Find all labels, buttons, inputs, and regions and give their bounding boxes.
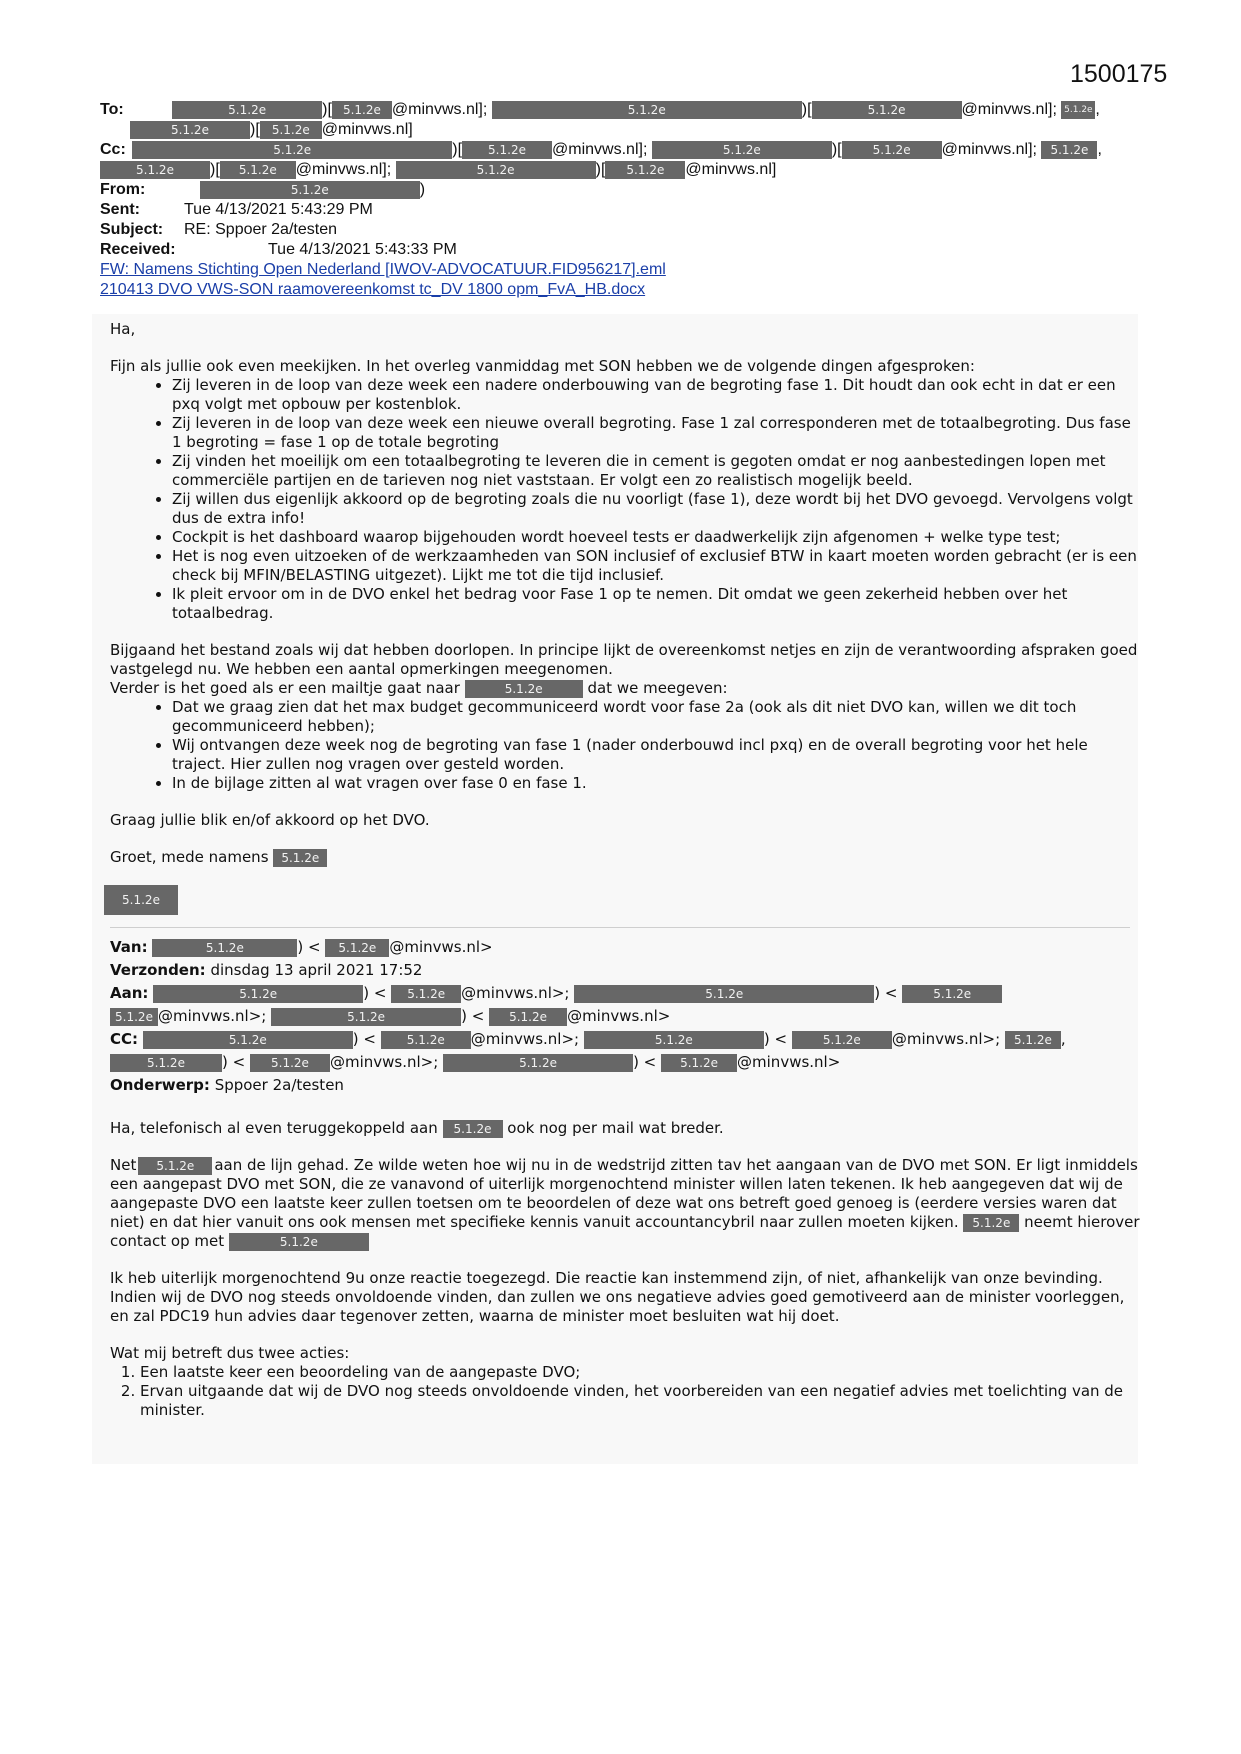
email-domain: @minvws.nl]; (941, 141, 1037, 158)
document-number: 1500175 (1070, 60, 1168, 88)
received-line (100, 240, 1160, 260)
redaction-box: 5.1.2e (1041, 141, 1097, 159)
sent-label: Sent: (100, 201, 140, 218)
received-label: Received: (100, 241, 176, 258)
redaction-box: 5.1.2e (584, 1031, 764, 1049)
paragraph-text: neemt hierover contact op met (110, 1213, 1140, 1250)
redaction-box: 5.1.2e (465, 680, 583, 698)
aan-line-2: 5.1.2e @minvws.nl>; 5.1.2e ) < 5.1.2e @minvws.nl> (110, 1005, 1140, 1028)
redaction-box: 5.1.2e (812, 101, 962, 119)
to-line: To: 5.1.2e )[ 5.1.2e @minvws.nl]; 5.1.2e )[ 5.1.2e @minvws.nl]; 5.1.2e , (100, 101, 1100, 118)
to-line-2: 5.1.2e )[ 5.1.2e @minvws.nl] (100, 120, 1160, 140)
redaction-box: 5.1.2e (842, 141, 942, 159)
redaction-box: 5.1.2e (260, 121, 322, 139)
email-domain: @minvws.nl> (567, 1007, 671, 1025)
redaction-box: 5.1.2e (462, 141, 552, 159)
list-item: 2. Ervan uitgaande dat wij de DVO nog steeds onvoldoende vinden, het voorbereiden van een negatief advies met toelichting van de minister. (140, 1382, 1140, 1420)
closing (110, 848, 1140, 867)
email-domain: @minvws.nl>; (329, 1053, 439, 1071)
closing-text: Groet, mede namens (110, 848, 269, 866)
redaction-box: 5.1.2e (110, 1054, 222, 1072)
list-item: • In de bijlage zitten al wat vragen over fase 0 en fase 1. (172, 774, 1140, 793)
paragraph-text: ook nog per mail wat breder. (507, 1119, 724, 1137)
onderwerp-value: Sppoer 2a/testen (214, 1076, 344, 1094)
paragraph-text: Net (110, 1156, 137, 1174)
list-item: 1. Een laatste keer een beoordeling van de aangepaste DVO; (140, 1363, 1140, 1382)
cc-label: Cc: (100, 141, 126, 158)
verzonden-line (110, 959, 1140, 982)
redaction-box: 5.1.2e (143, 1031, 353, 1049)
redaction-box: 5.1.2e (1061, 101, 1095, 119)
redaction-box: 5.1.2e (325, 939, 389, 957)
sent-line (100, 200, 1160, 220)
paragraph: Ik heb uiterlijk morgenochtend 9u onze reactie toegezegd. Die reactie kan instemmend zijn, of niet, afhankelijk van onze bevinding. Indien wij de DVO nog steeds onvoldoende vinden, dan zullen we ons negatieve advies goed gemotiveerd aan de minister voorleggen, en zal PDC19 hun advies daar tegenover zetten, waarna de minister moet besluiten wat hij doet. (110, 1269, 1125, 1325)
greeting: Ha, (110, 320, 136, 338)
agreements-list (110, 376, 1140, 623)
message-body (110, 320, 1140, 1420)
paragraph-text: Ha, telefonisch al even teruggekoppeld aan (110, 1119, 438, 1137)
redaction-box: 5.1.2e (250, 1054, 330, 1072)
list-item: • Dat we graag zien dat het max budget gecommuniceerd wordt voor fase 2a (ook als dit niet DVO kan, willen we dit toch gecommuniceerd hebben); (172, 698, 1140, 736)
cc-label: CC: (110, 1030, 139, 1048)
sent-value: Tue 4/13/2021 5:43:29 PM (184, 201, 373, 218)
actions-list (110, 1363, 1140, 1420)
from-line: From: 5.1.2e ) (100, 181, 426, 198)
list-item: • Zij leveren in de loop van deze week een nadere onderbouwing van de begroting fase 1. Dit houdt dan ook echt in dat er een pxq volgt met opbouw per kostenblok. (172, 376, 1140, 414)
paragraph: Graag jullie blik en/of akkoord op het DVO. (110, 811, 430, 829)
list-item: • Zij vinden het moeilijk om een totaalbegroting te leveren die in cement is gegoten omdat er nog aanbestedingen lopen met commerciële partijen en de tarieven nog niet vaststaan. Er volgt een zo realistisch mogelijk beeld. (172, 452, 1140, 490)
paragraph-text: Verder is het goed als er een mailtje gaat naar (110, 679, 460, 697)
intro-text: Fijn als jullie ook even meekijken. In het overleg vanmiddag met SON hebben we de volgende dingen afgesproken: (110, 357, 975, 375)
attachment-link[interactable]: FW: Namens Stichting Open Nederland [IWOV-ADVOCATUUR.FID956217].eml (100, 261, 666, 278)
paragraph (110, 1156, 1140, 1251)
redaction-box: 5.1.2e (229, 1233, 369, 1251)
subject-label: Subject: (100, 221, 164, 238)
cc-line-fw: CC: 5.1.2e ) < 5.1.2e @minvws.nl>; 5.1.2e ) < 5.1.2e @minvws.nl>; 5.1.2e , (110, 1030, 1066, 1048)
email-domain: @minvws.nl>; (461, 984, 570, 1002)
received-value: Tue 4/13/2021 5:43:33 PM (268, 241, 457, 258)
onderwerp-label: Onderwerp: (110, 1076, 210, 1094)
email-domain: @minvws.nl]; (961, 101, 1057, 118)
separator (110, 927, 1130, 928)
redaction-box: 5.1.2e (605, 161, 685, 179)
redaction-box: 5.1.2e (489, 1008, 567, 1026)
redaction-box: 5.1.2e (153, 985, 363, 1003)
redaction-box: 5.1.2e (391, 985, 461, 1003)
redaction-box: 5.1.2e (152, 939, 297, 957)
list-item: • Cockpit is het dashboard waarop bijgehouden wordt hoeveel tests er daadwerkelijk zijn afgenomen + welke type test; (172, 528, 1140, 547)
redaction-box: 5.1.2e (443, 1120, 503, 1138)
email-domain: @minvws.nl> (737, 1053, 841, 1071)
paragraph: Bijgaand het bestand zoals wij dat hebben doorlopen. In principe lijkt de overeenkomst netjes en zijn de verantwoording afspraken goed vastgelegd nu. We hebben een aantal opmerkingen meegenomen. (110, 641, 1138, 678)
redaction-box: 5.1.2e (271, 1008, 461, 1026)
paragraph-text: dat we meegeven: (587, 679, 728, 697)
paragraph-text: aan de lijn gehad. Ze wilde weten hoe wij nu in de wedstrijd zitten tav het aangaan van de DVO met SON. Er ligt inmiddels een aangepast DVO met SON, die ze vanavond of uiterlijk morgenochtend minister willen laten tekenen. Ik heb aangegeven dat wij de aangepaste DVO een laatste keer zullen toetsen om te beoordelen of deze wat ons betreft goed genoeg is (eerdere versies waren dat niet) en dat hier vanuit ons ook mensen met specifieke kennis vanuit accountancybril naar zullen moeten kijken. (110, 1156, 1138, 1231)
signature (104, 885, 1140, 915)
redaction-box: 5.1.2e (652, 141, 832, 159)
list-item: • Ik pleit ervoor om in de DVO enkel het bedrag voor Fase 1 op te nemen. Dit omdat we geen zekerheid hebben over het totaalbedrag. (172, 585, 1140, 623)
attachment-link[interactable]: 210413 DVO VWS-SON raamovereenkomst tc_DV 1800 opm_FvA_HB.docx (100, 281, 646, 298)
email-domain: @minvws.nl]; (295, 161, 392, 178)
redaction-box: 5.1.2e (963, 1214, 1019, 1232)
van-label: Van: (110, 938, 148, 956)
paragraph (110, 1119, 1140, 1138)
email-domain: @minvws.nl>; (891, 1030, 1001, 1048)
redaction-box: 5.1.2e (110, 1008, 158, 1026)
paragraph: Wat mij betreft dus twee acties: (110, 1344, 350, 1362)
cc-line: Cc: 5.1.2e )[ 5.1.2e @minvws.nl]; 5.1.2e )[ 5.1.2e @minvws.nl]; 5.1.2e , (100, 141, 1102, 158)
redaction-box: 5.1.2e (792, 1031, 892, 1049)
email-domain: @minvws.nl>; (158, 1007, 267, 1025)
email-header (100, 100, 1160, 300)
redaction-box: 5.1.2e (100, 161, 210, 179)
redaction-box: 5.1.2e (132, 141, 452, 159)
list-item: • Zij leveren in de loop van deze week een nieuwe overall begroting. Fase 1 zal corresponderen met de totaalbegroting. Dus fase 1 begroting = fase 1 op de totale begroting (172, 414, 1140, 452)
cc-line-fw-2: 5.1.2e ) < 5.1.2e @minvws.nl>; 5.1.2e ) < 5.1.2e @minvws.nl> (110, 1051, 1140, 1074)
onderwerp-line (110, 1074, 1140, 1097)
email-domain: @minvws.nl] (321, 121, 413, 138)
redaction-box: 5.1.2e (492, 101, 802, 119)
redaction-box: 5.1.2e (273, 849, 327, 867)
requests-list (110, 698, 1140, 793)
list-item: • Het is nog even uitzoeken of de werkzaamheden van SON inclusief of exclusief BTW in kaart moeten worden gebracht (er is een check bij MFIN/BELASTING uitgezet). Lijkt me tot die tijd inclusief. (172, 547, 1140, 585)
email-domain: @minvws.nl]; (552, 141, 648, 158)
redaction-box: 5.1.2e (1005, 1031, 1061, 1049)
list-item: • Wij ontvangen deze week nog de begroting van fase 1 (nader onderbouwd incl pxq) en de overall begroting voor het hele traject. Hier zullen nog vragen over gesteld worden. (172, 736, 1140, 774)
from-label: From: (100, 181, 146, 198)
list-item: • Zij willen dus eigenlijk akkoord op de begroting zoals die nu voorligt (fase 1), deze wordt bij het DVO gevoegd. Vervolgens volgt dus de extra info! (172, 490, 1140, 528)
verzonden-label: Verzonden: (110, 961, 206, 979)
email-domain: @minvws.nl] (685, 161, 777, 178)
redaction-box: 5.1.2e (172, 101, 322, 119)
cc-line-2: 5.1.2e )[ 5.1.2e @minvws.nl]; 5.1.2e )[ 5.1.2e @minvws.nl] (100, 160, 1160, 180)
subject-value: RE: Sppoer 2a/testen (184, 221, 337, 238)
redaction-box: 5.1.2e (396, 161, 596, 179)
to-label: To: (100, 101, 124, 118)
verzonden-value: dinsdag 13 april 2021 17:52 (210, 961, 423, 979)
redaction-box: 5.1.2e (220, 161, 296, 179)
forwarded-header (110, 936, 1140, 1097)
redaction-box: 5.1.2e (200, 181, 420, 199)
subject-line (100, 220, 1160, 240)
email-domain: @minvws.nl> (389, 938, 493, 956)
redaction-box: 5.1.2e (332, 101, 392, 119)
redaction-box: 5.1.2e (130, 121, 250, 139)
redaction-box: 5.1.2e (574, 985, 874, 1003)
paragraph (110, 679, 1140, 698)
van-line: Van: 5.1.2e ) < 5.1.2e @minvws.nl> (110, 938, 493, 956)
redaction-box: 5.1.2e (104, 885, 178, 915)
redaction-box: 5.1.2e (902, 985, 1002, 1003)
redaction-box: 5.1.2e (381, 1031, 471, 1049)
redaction-box: 5.1.2e (661, 1054, 737, 1072)
redaction-box: 5.1.2e (138, 1157, 212, 1175)
email-domain: @minvws.nl]; (391, 101, 488, 118)
redaction-box: 5.1.2e (443, 1054, 633, 1072)
aan-line: Aan: 5.1.2e ) < 5.1.2e @minvws.nl>; 5.1.2e ) < 5.1.2e (110, 982, 1140, 1005)
aan-label: Aan: (110, 984, 149, 1002)
email-domain: @minvws.nl>; (470, 1030, 580, 1048)
